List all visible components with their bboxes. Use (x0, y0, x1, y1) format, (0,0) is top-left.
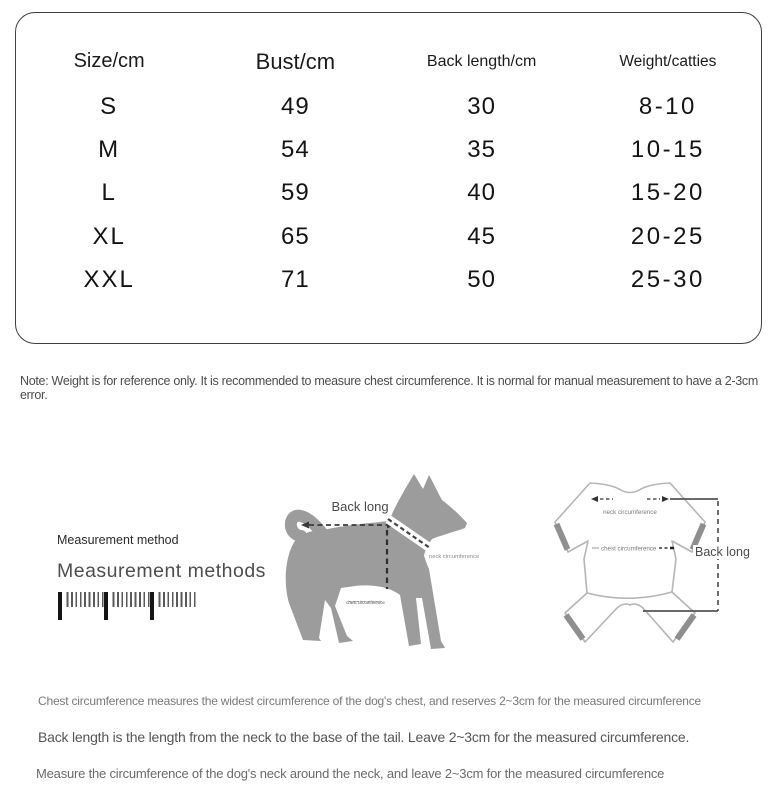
table-cell-back: 30 (467, 92, 496, 120)
ruler-segment (150, 592, 196, 620)
table-header-back-length: Back length/cm (426, 52, 537, 70)
table-cell-size: XL (92, 222, 126, 250)
table-cell-back: 45 (467, 222, 496, 250)
table-header-size: Size/cm (73, 50, 145, 72)
measurement-methods-title: Measurement methods (57, 560, 266, 582)
table-cell-weight: 8-10 (638, 92, 697, 120)
garment-chest-circumference-label: chest circumference (601, 545, 657, 553)
table-cell-weight: 20-25 (630, 222, 705, 250)
dog-chest-circumference-label: chest circumference (346, 600, 385, 606)
table-cell-size: L (101, 179, 117, 207)
table-cell-bust: 49 (281, 92, 310, 120)
table-cell-size: XXL (83, 266, 135, 294)
footnote-back-length: Back length is the length from the neck to the base of the tail. Leave 2~3cm for the measured circumference. (38, 729, 690, 745)
footnote-neck: Measure the circumference of the dog's neck around the neck, and leave 2~3cm for the measured circumference (36, 766, 665, 781)
table-cell-back: 35 (467, 136, 496, 164)
table-cell-back: 50 (467, 266, 496, 294)
table-cell-weight: 15-20 (630, 179, 705, 207)
measurement-method-label: Measurement method (57, 533, 179, 547)
ruler-segment (104, 592, 150, 620)
table-cell-bust: 59 (281, 179, 310, 207)
size-table (15, 12, 762, 344)
table-cell-bust: 54 (281, 136, 310, 164)
garment-diagram (540, 455, 776, 670)
table-cell-bust: 65 (281, 222, 310, 250)
table-header-weight: Weight/catties (619, 52, 717, 70)
ruler-graphic (58, 592, 196, 620)
garment-neck-circumference-label: neck circumference (603, 509, 657, 516)
table-cell-back: 40 (467, 179, 496, 207)
dog-back-long-label: Back long (331, 499, 389, 514)
dog-diagram (283, 448, 515, 670)
table-cell-weight: 25-30 (630, 266, 705, 294)
ruler-segment (58, 592, 104, 620)
garment-back-long-label: Back long (695, 545, 750, 559)
table-cell-size: S (100, 92, 119, 120)
weight-reference-note: Note: Weight is for reference only. It is recommended to measure chest circumference. It is normal for manual measurement to have a 2-3cm error. (20, 374, 758, 402)
dog-neck-circumference-label: neck circumference (429, 554, 480, 560)
garment-outline (555, 483, 705, 642)
table-header-bust: Bust/cm (255, 48, 336, 74)
table-cell-weight: 10-15 (630, 136, 705, 164)
table-cell-size: M (98, 136, 121, 164)
table-cell-bust: 71 (281, 266, 310, 294)
footnote-chest: Chest circumference measures the widest circumference of the dog's chest, and reserves 2~3cm for the measured circumference (38, 694, 701, 708)
